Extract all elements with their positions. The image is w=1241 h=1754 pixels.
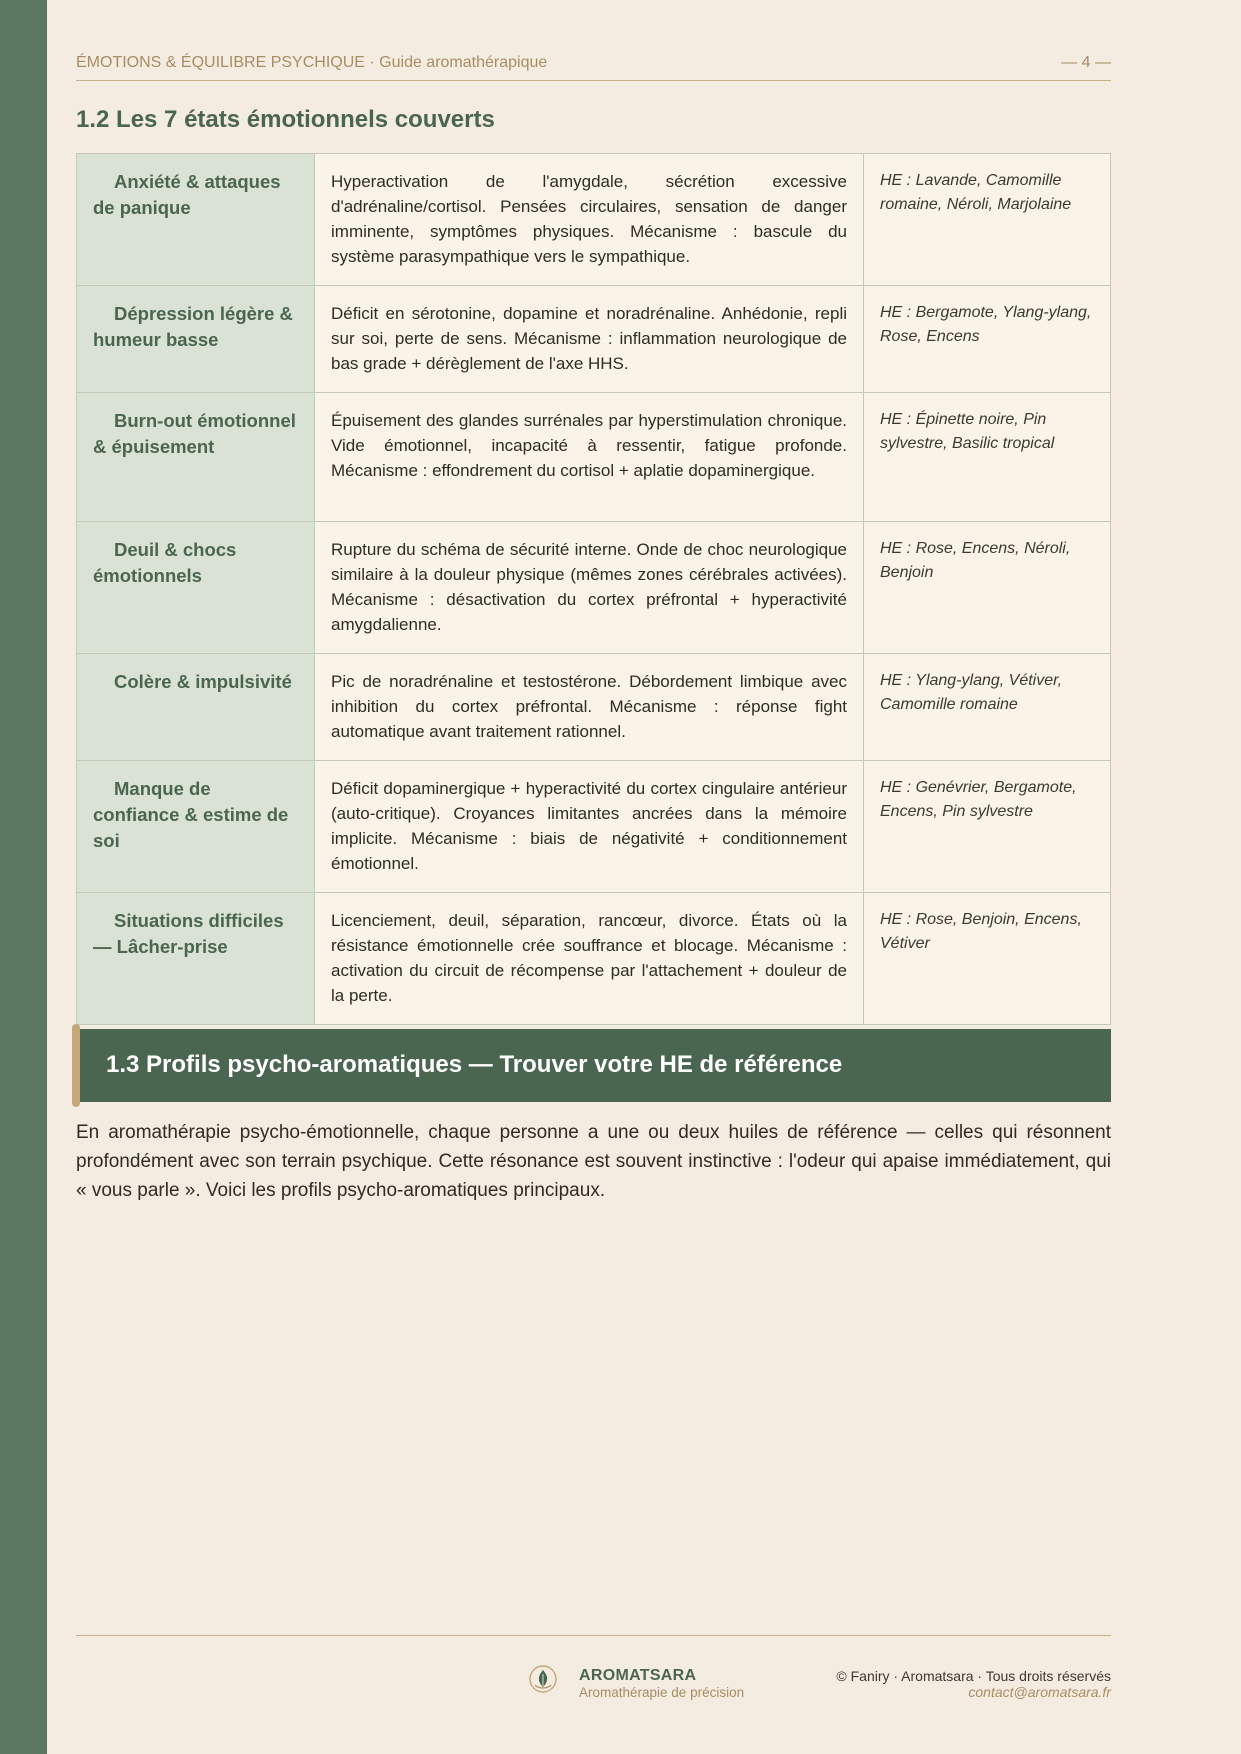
running-header (76, 54, 1111, 81)
essential-oils: HE : Lavande, Camomille romaine, Néroli, Marjolaine (864, 154, 1111, 286)
section-title: 1.2 Les 7 états émotionnels couverts (76, 106, 495, 133)
brand-name: AROMATSARA (579, 1667, 697, 1684)
state-description: Hyperactivation de l'amygdale, sécrétion excessive d'adrénaline/cortisol. Pensées circulaires, sensation de danger imminente, symptômes physiques. Mécanisme : bascule du système parasympathique vers le sympathique. (315, 154, 864, 286)
footer-divider (76, 1635, 1111, 1636)
copyright-text: © Faniry · Aromatsara · Tous droits réservés (836, 1668, 1111, 1684)
state-description: Déficit en sérotonine, dopamine et noradrénaline. Anhédonie, repli sur soi, perte de sens. Mécanisme : inflammation neurologique de bas grade + dérèglement de l'axe HHS. (315, 286, 864, 393)
state-name: Situations difficiles — Lâcher-prise (77, 893, 315, 1025)
contact-email[interactable]: contact@aromatsara.fr (968, 1684, 1111, 1700)
state-name: Anxiété & attaques de panique (77, 154, 315, 286)
state-name: Dépression légère & humeur basse (77, 286, 315, 393)
leaf-drop-icon (528, 1664, 558, 1694)
essential-oils: HE : Rose, Encens, Néroli, Benjoin (864, 522, 1111, 654)
table-row (77, 893, 1111, 1025)
brand-block (579, 1667, 744, 1701)
state-description: Épuisement des glandes surrénales par hyperstimulation chronique. Vide émotionnel, incapacité à ressentir, fatigue profonde. Mécanisme : effondrement du cortisol + aplatie dopaminergique. (315, 393, 864, 522)
table-row (77, 393, 1111, 522)
side-band (0, 0, 47, 1754)
essential-oils: HE : Rose, Benjoin, Encens, Vétiver (864, 893, 1111, 1025)
page-number: — 4 — (1061, 54, 1111, 71)
state-description: Déficit dopaminergique + hyperactivité du cortex cingulaire antérieur (auto-critique). Croyances limitantes ancrées dans la mémoire implicite. Mécanisme : biais de négativité + conditionnement émotionnel. (315, 761, 864, 893)
intro-paragraph: En aromathérapie psycho-émotionnelle, chaque personne a une ou deux huiles de référence — celles qui résonnent profondément avec son terrain psychique. Cette résonance est souvent instinctive : l'odeur qui apaise immédiatement, qui « vous parle ». Voici les profils psycho-aromatiques principaux. (76, 1122, 1111, 1201)
state-description: Pic de noradrénaline et testostérone. Débordement limbique avec inhibition du cortex préfrontal. Mécanisme : réponse fight automatique avant traitement rationnel. (315, 654, 864, 761)
essential-oils: HE : Épinette noire, Pin sylvestre, Basilic tropical (864, 393, 1111, 522)
table-row (77, 154, 1111, 286)
essential-oils: HE : Bergamote, Ylang-ylang, Rose, Encens (864, 286, 1111, 393)
state-name: Manque de confiance & estime de soi (77, 761, 315, 893)
banner-accent (72, 1024, 80, 1107)
running-title: ÉMOTIONS & ÉQUILIBRE PSYCHIQUE · Guide aromathérapique (76, 54, 548, 71)
essential-oils: HE : Genévrier, Bergamote, Encens, Pin sylvestre (864, 761, 1111, 893)
essential-oils: HE : Ylang-ylang, Vétiver, Camomille romaine (864, 654, 1111, 761)
table-row (77, 522, 1111, 654)
table-row (77, 654, 1111, 761)
section-banner (76, 1029, 1111, 1102)
footer-legal (836, 1668, 1111, 1700)
table-row (77, 761, 1111, 893)
table-row (77, 286, 1111, 393)
state-name: Burn-out émotionnel & épuisement (77, 393, 315, 522)
section-banner-title: 1.3 Profils psycho-aromatiques — Trouver votre HE de référence (106, 1051, 843, 1078)
brand-tagline: Aromathérapie de précision (579, 1685, 745, 1700)
state-description: Rupture du schéma de sécurité interne. Onde de choc neurologique similaire à la douleur physique (mêmes zones cérébrales activées). Mécanisme : désactivation du cortex préfrontal + hyperactivité amygdalienne. (315, 522, 864, 654)
emotional-states-table (76, 153, 1111, 1025)
state-name: Deuil & chocs émotionnels (77, 522, 315, 654)
state-name: Colère & impulsivité (77, 654, 315, 761)
state-description: Licenciement, deuil, séparation, rancœur, divorce. États où la résistance émotionnelle crée souffrance et blocage. Mécanisme : activation du circuit de récompense par l'attachement + douleur de la perte. (315, 893, 864, 1025)
